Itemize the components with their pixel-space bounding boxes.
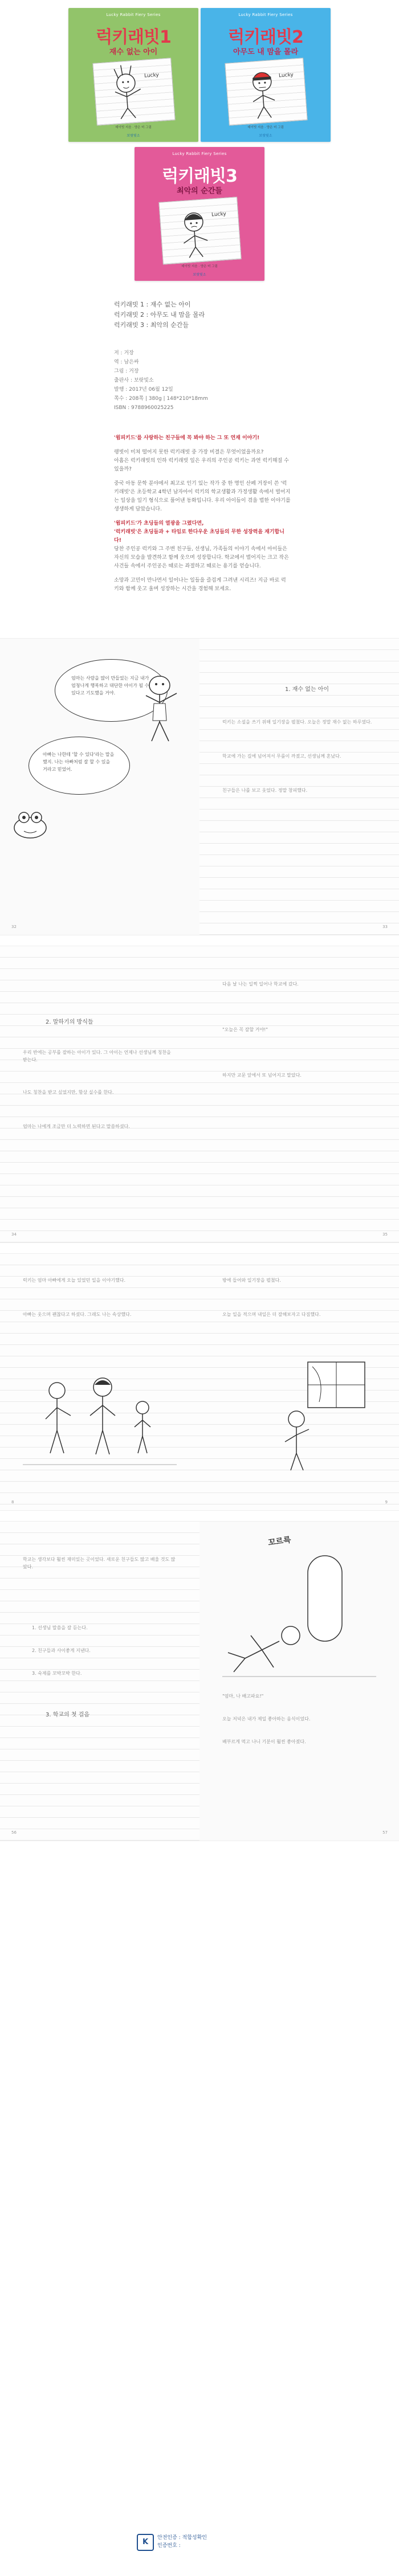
book-spread-1 [0,638,399,935]
chapter-heading: 3. 학교의 첫 걸음 [46,1712,90,1718]
cert-line-2: 인증번호 : [157,2543,181,2549]
page-number: 57 [382,1830,388,1835]
page-right [199,1254,399,1510]
chapter-heading: 1. 재수 없는 아이 [285,686,329,693]
page-number: 32 [11,925,17,929]
page-text: 나도 칭찬을 받고 싶었지만, 항상 실수를 한다. [23,1090,114,1095]
lying-character-illustration [222,1550,376,1681]
book-spread-2 [0,946,399,1243]
blurb-headline-3: '럭키래빗'은 초딩들과 + 타임로 한다우운 초딩들의 무한 성장력을 재기합니다! [114,529,284,543]
blurb-paragraph: 중국 아동 문학 분야에서 최고로 인기 있는 작가 중 한 명인 산페 거장이 쓴 '럭키래빗'은 초등학교 4학년 남자아이 럭키의 학교생활과 가정생활 속에서 벌어지는 일상을 일기 형식으로 풀어낸 동화입니다. 우리 아이들이 겪을 법한 이야기를 생생하게 담았습니다. [114,481,291,512]
cover-note-illustration [158,197,241,264]
page-left [0,1254,199,1510]
cert-line-1: 안전인증 : 적합성확인 [157,2535,207,2541]
volume-item: 럭키래빗 1 : 재수 없는 아이 [114,301,191,308]
detail-publisher: 출판사 : 보랏빛소 [114,378,154,383]
page-number: 34 [11,1232,17,1237]
page-text: 하지만 교문 앞에서 또 넘어지고 말았다. [222,1073,302,1078]
page-text: 학교에 가는 길에 넘어져서 무릎이 까졌고, 선생님께 혼났다. [222,754,341,759]
cover-title: 럭키래빗2 [228,27,303,47]
volume-item: 럭키래빗 2 : 아무도 내 맘을 몰라 [114,311,205,318]
page-right [199,946,399,1242]
page-right [199,639,399,935]
cover-publisher: 보랏빛소 [127,134,140,138]
blurb-paragraph: 랭빗이 미쳐 떨어지 못한 럭키래빗 중 가장 비결은 무엇이었을까요? [114,449,264,455]
page-number: 33 [382,925,388,929]
cover-series: Lucky Rabbit Fiery Series [238,13,293,17]
note-text: Lucky [278,72,294,79]
blurb-headline-2: '윔피키드'가 초딩들의 열광을 그렸다면, [114,521,204,526]
detail-illustrator: 그림 : 거장 [114,369,139,374]
detail-date: 발행 : 2017년 06월 12일 [114,387,173,392]
page-text: 배부르게 먹고 나니 기분이 훨씬 좋아졌다. [222,1739,306,1744]
cover-credit: 데이빗 지음 · 양은 미 그림 [247,126,284,129]
cover-note-illustration [92,58,175,125]
detail-translator: 역 : 남은싸 [114,359,139,365]
page-text: "오늘은 꼭 잘할 거야!" [222,1027,268,1032]
sound-effect: 꼬르륵 [267,1535,292,1548]
book-cover-3 [135,147,264,281]
chapter-heading: 2. 말하기의 방식들 [46,1019,93,1025]
list-item: 1. 선생님 말씀을 잘 듣는다. [32,1625,88,1630]
note-text: Lucky [144,72,160,79]
page-text: 럭키는 소설을 쓰기 위해 일기장을 펼쳤다. 오늘은 정말 재수 없는 하루였다. [222,719,372,725]
page-number: 9 [385,1500,388,1504]
page-text: 엄마는 나에게 조금만 더 노력하면 된다고 말씀하셨다. [23,1124,130,1129]
page-number: 8 [11,1500,14,1504]
page-text: 오늘 저녁은 내가 제일 좋아하는 음식이었다. [222,1716,311,1722]
book-blurb [114,434,291,594]
cover-note-illustration [225,58,307,125]
cover-series: Lucky Rabbit Fiery Series [172,152,227,156]
detail-format: 쪽수 : 208쪽 | 380g | 148*210*18mm [114,396,208,402]
character-illustration [131,670,194,750]
blurb-paragraph: 아홉은 럭키래빗의 인하 럭키래빗 일은 우리의 주인공 럭키는 과연 럭키해질 수 있을까? [114,458,289,472]
book-spread-3 [0,1253,399,1511]
volume-list [114,300,205,330]
book-cover-1 [68,8,198,142]
cover-credit: 데이빗 지음 · 양은 미 그림 [115,126,152,129]
cover-subtitle: 재수 없는 아이 [109,48,158,56]
blurb-headline: '윔피키드'를 사랑하는 친구들에 꼭 봐야 하는 그 또 연재 이야기! [114,435,260,441]
page-number: 35 [382,1232,388,1237]
bubble-text: 엄마는 사람을 많이 만들었는 지금 내가 엄청나게 행복하고 대단한 아이가 될 수 있다고 기도했을 거야. [71,676,149,696]
detail-isbn: ISBN : 9788960025225 [114,405,174,411]
page-text: 학교는 생각보다 훨씬 재미있는 곳이었다. 새로운 친구들도 많고 배울 것도 많았다. [23,1557,176,1569]
page-text: 방에 들어와 일기장을 펼쳤다. [222,1278,281,1283]
frog-icon [10,807,50,841]
page-text: 우리 반에는 공부를 잘하는 아이가 있다. 그 아이는 언제나 선생님께 칭찬을 받는다. [23,1050,171,1062]
list-item: 3. 숙제를 꼬박꼬박 한다. [32,1671,82,1676]
page-text: 친구들은 나를 보고 웃었다. 정말 창피했다. [222,788,308,793]
character-drawing [159,197,241,264]
page-text: 럭키는 엄마 아빠에게 오늘 있었던 일을 이야기했다. [23,1278,126,1283]
cover-subtitle: 아무도 내 맘을 몰라 [233,48,299,56]
kc-mark-icon: K [137,2534,154,2551]
page-text: 다음 날 나는 일찍 일어나 학교에 갔다. [222,982,299,987]
detail-author: 저 : 거장 [114,350,134,356]
bubble-text: 아빠는 나한테 '할 수 있다'라는 말을 했지. 나는 아빠처럼 잘 할 수 있을 거라고 믿었어. [43,752,115,772]
window-scene-illustration [268,1356,376,1476]
page-right [199,1522,399,1841]
page-text: 아빠는 웃으며 괜찮다고 하셨다. 그래도 나는 속상했다. [23,1312,132,1317]
cover-credit: 데이빗 지음 · 양은 미 그림 [181,265,218,268]
cover-publisher: 보랏빛소 [193,273,206,277]
list-item: 2. 친구들과 사이좋게 지낸다. [32,1648,91,1653]
page-left [0,1522,199,1841]
cert-text [157,2534,207,2550]
cover-subtitle: 최악의 순간들 [177,187,222,195]
cover-series: Lucky Rabbit Fiery Series [106,13,161,17]
page-text: 오늘 일을 적으며 내일은 더 잘해보자고 다짐했다. [222,1312,321,1317]
character-drawing [93,58,174,125]
page-left [0,946,199,1242]
speech-bubble-2 [28,737,130,795]
book-details [114,349,208,412]
page-number: 56 [11,1830,17,1835]
safety-certification [0,2529,399,2563]
note-text: Lucky [211,211,227,218]
cover-title: 럭키래빗1 [96,27,171,47]
book-cover-2 [201,8,331,142]
book-spread-4 [0,1521,399,1841]
cover-title: 럭키래빗3 [162,166,237,186]
character-drawing [225,58,307,125]
page-left [0,639,199,935]
page-text: "엄마, 나 배고파요!" [222,1694,264,1699]
blurb-paragraph: 소망과 고민이 만나면서 일어나는 일들을 즐겁게 그려낸 시리즈! 지금 바로 럭키와 함께 웃고 울며 성장하는 시간을 경험해 보세요. [114,578,286,592]
volume-item: 럭키래빗 3 : 최악의 순간들 [114,321,189,329]
cover-publisher: 보랏빛소 [259,134,272,138]
family-illustration [23,1368,177,1476]
blurb-paragraph: 당찬 주인공 럭키와 그 주변 친구들, 선생님, 가족들의 이야기 속에서 아이들은 자신의 모습을 발견하고 함께 웃으며 성장합니다. 학교에서 벌어지는 크고 작은 사건들 속에서 주인공은 때로는 좌절하고 때로는 용기를 얻습니다. [114,546,289,569]
